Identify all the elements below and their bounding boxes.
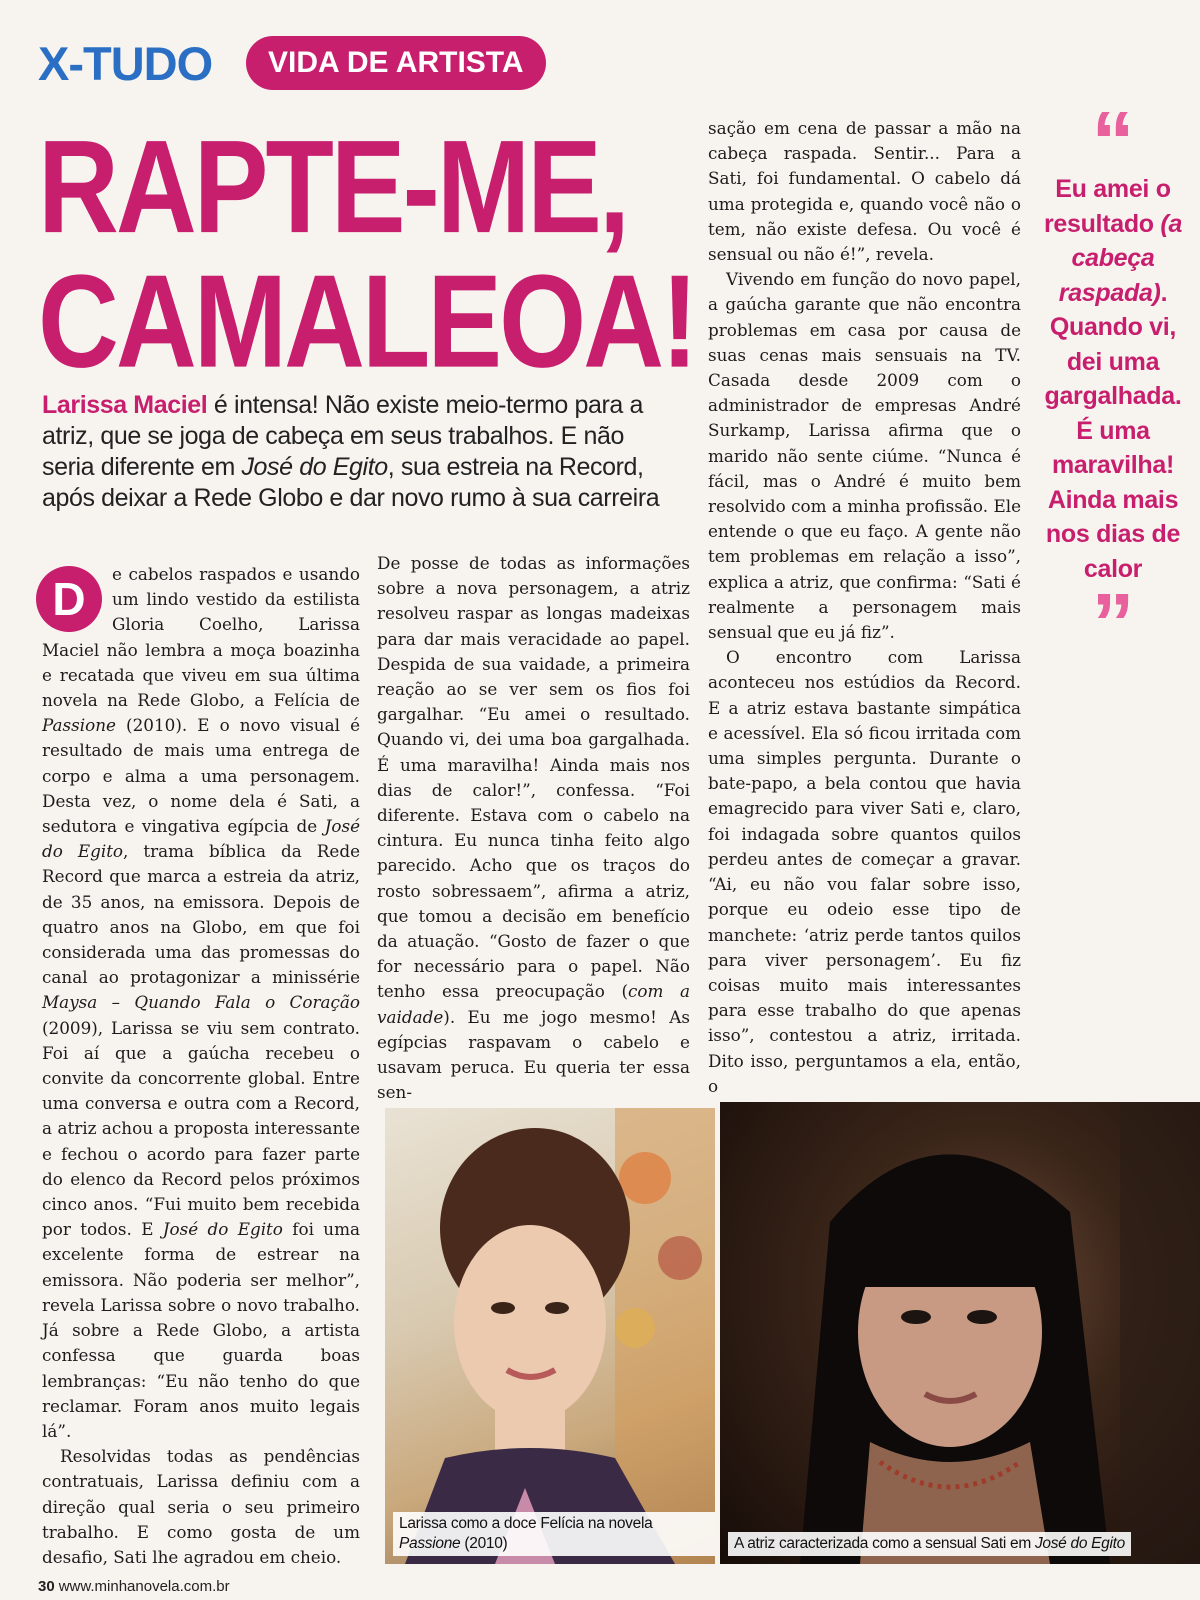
caption-text: (2010) (460, 1535, 508, 1552)
lead-title: José do Egito (241, 453, 388, 481)
pull-quote (1042, 112, 1184, 646)
column2-paragraph-1 (377, 551, 690, 1105)
photo-caption-right (728, 1532, 1131, 1556)
portrait-illustration (385, 1108, 715, 1564)
pull-quote-text (1042, 172, 1184, 586)
column1-italic: Passione (42, 715, 116, 736)
site-url[interactable]: www.minhanovela.com.br (58, 1578, 230, 1595)
headline (38, 112, 696, 395)
caption-italic: Passione (399, 1535, 461, 1552)
caption-italic: José do Egito (1034, 1535, 1125, 1552)
lead-name: Larissa Maciel (42, 391, 208, 419)
open-quote-icon: “ (1091, 112, 1135, 164)
headline-line-1: RAPTE-ME, (38, 112, 627, 261)
drop-cap: D (36, 566, 102, 632)
column2-text: De posse de todas as informações sobre a nova personagem, a atriz resolveu raspar as longas madeixas para dar mais veracidade ao papel. Despida de sua vaidade, a primeira reação ao se ver sem os fios foi gargalhar. “Eu amei o resultado. Quando vi, dei uma boa gargalhada. É uma maravilha! Ainda mais nos dias de calor!”, confessa. “Foi diferente. Estava com o cabelo na cintura. Eu nunca tinha feito algo parecido. Acho que os traços do rosto sobressaem”, afirma a atriz, que tomou a decisão em benefício da atuação. “Gosto de fazer o que for necessário para o papel. Não tenho essa preocupação ( (377, 553, 690, 1002)
column1-text: e cabelos raspados e usando um lindo vestido da estilista Gloria Coelho, Larissa Maciel não lembra a moça boazinha e recatada que viveu em sua última novela na Rede Globo, a Felícia de (42, 564, 360, 711)
page-footer (38, 1578, 230, 1595)
column2-text: ). Eu me jogo mesmo! As egípcias raspavam o cabelo e usavam peruca. Eu queria ter essa sen- (377, 1006, 690, 1103)
column1-italic: José do Egito (42, 816, 360, 862)
column1-italic: José do Egito (162, 1219, 283, 1240)
portrait-illustration (720, 1102, 1200, 1564)
pull-quote-part: Eu amei o resultado (1043, 175, 1171, 238)
lead-text-a: é intensa! Não existe meio-termo para a atriz, que se joga de cabeça em seus trabalhos. E não seria diferente em (42, 391, 643, 481)
photo-caption-left (393, 1512, 715, 1556)
magazine-brand: X-TUDO (38, 37, 213, 90)
headline-line-2: CAMALEOA! (38, 247, 696, 395)
column1-text: foi uma excelente forma de estrear na emissora. Não poderia ser melhor”, revela Larissa sobre o novo trabalho. Já sobre a Rede Globo, a artista confessa que guarda boas lembranças: “Eu não tenho do que reclamar. Foram anos muito legais lá”. (42, 1219, 361, 1441)
caption-text: A atriz caracterizada como a sensual Sati em (734, 1535, 1035, 1552)
section-badge: VIDA DE ARTISTA (246, 36, 546, 90)
photo-felicia (385, 1108, 715, 1564)
column1-paragraph-2: Resolvidas todas as pendências contratuais, Larissa definiu com a direção qual seria o seu primeiro trabalho. E como gosta de um desafio, Sati lhe agradou em cheio. (42, 1446, 360, 1567)
column1-text: (2010). E o novo visual é resultado de mais uma entrega de corpo e alma a uma personagem. Desta vez, o nome dela é Sati, a sedutora e vingativa egípcia de (42, 715, 360, 837)
article-column-3 (708, 116, 1021, 1099)
column3-paragraph-2: Vivendo em função do novo papel, a gaúcha garante que não encontra problemas em casa por causa de suas cenas mais sensuais na TV. Casada desde 2009 com o administrador de empresas André Surkamp, Larissa afirma que o marido não sente ciúme. “Nunca é fácil, mas o André é muito bem resolvido com a minha profissão. Ele entende o que eu faço. A gente não tem problemas em relação a isso”, explica a atriz, que confirma: “Sati é realmente a personagem mais sensual que eu já fiz”. (708, 269, 1021, 643)
column1-text: (2009), Larissa se viu sem contrato. Foi aí que a gaúcha recebeu o convite da concorrente global. Entre uma conversa e outra com a Record, a atriz achou a proposta interessante e fechou o acordo para fazer parte do elenco da Record pelos próximos cinco anos. “Fui muito bem recebida por todos. E (42, 1017, 360, 1240)
close-quote-icon: ” (1091, 594, 1135, 646)
column2-italic: com a vaidade (377, 981, 690, 1027)
photo-sati (720, 1102, 1200, 1564)
article-column-1 (42, 562, 360, 1570)
article-column-2 (377, 551, 690, 1105)
lead-paragraph (42, 390, 682, 514)
column1-paragraph-1 (42, 562, 360, 1444)
lead-text-b: , sua estreia na Record, após deixar a Rede Globo e dar novo rumo à sua carreira (42, 453, 660, 512)
column1-italic: Maysa – Quando Fala o Coração (42, 992, 360, 1013)
column1-text: , trama bíblica da Rede Record que marca a estreia da atriz, de 35 anos, na emissora. Depois de quatro anos na Globo, em que foi considerada uma das promessas do canal ao protagonizar a minissérie (42, 841, 360, 988)
caption-text: Larissa como a doce Felícia na novela (399, 1515, 653, 1532)
pull-quote-part: . Quando vi, dei uma gargalhada. É uma maravilha! Ainda mais nos dias de calor (1044, 278, 1182, 583)
column3-paragraph-1: sação em cena de passar a mão na cabeça raspada. Sentir... Para a Sati, foi fundamental. O cabelo dá uma protegida e, quando você não o tem, não existe defesa. Ou você é sensual ou não é!”, revela. (708, 118, 1021, 265)
column3-paragraph-3: O encontro com Larissa aconteceu nos estúdios da Record. E a atriz estava bastante simpática e acessível. Ela só ficou irritada com uma simples pergunta. Durante o bate-papo, a bela contou que havia emagrecido para viver Sati e, claro, foi indagada sobre quantos quilos perdeu antes de começar a gravar. “Ai, eu não vou falar sobre isso, porque eu odeio esse tipo de manchete: ‘atriz perde tantos quilos para viver personagem’. Eu fiz coisas muito mais interessantes para esse trabalho do que apenas isso”, contestou a atriz, irritada. Dito isso, perguntamos a ela, então, o (708, 647, 1021, 1096)
page-number: 30 (38, 1578, 55, 1595)
pull-quote-italic: (a cabeça raspada) (1058, 209, 1183, 307)
